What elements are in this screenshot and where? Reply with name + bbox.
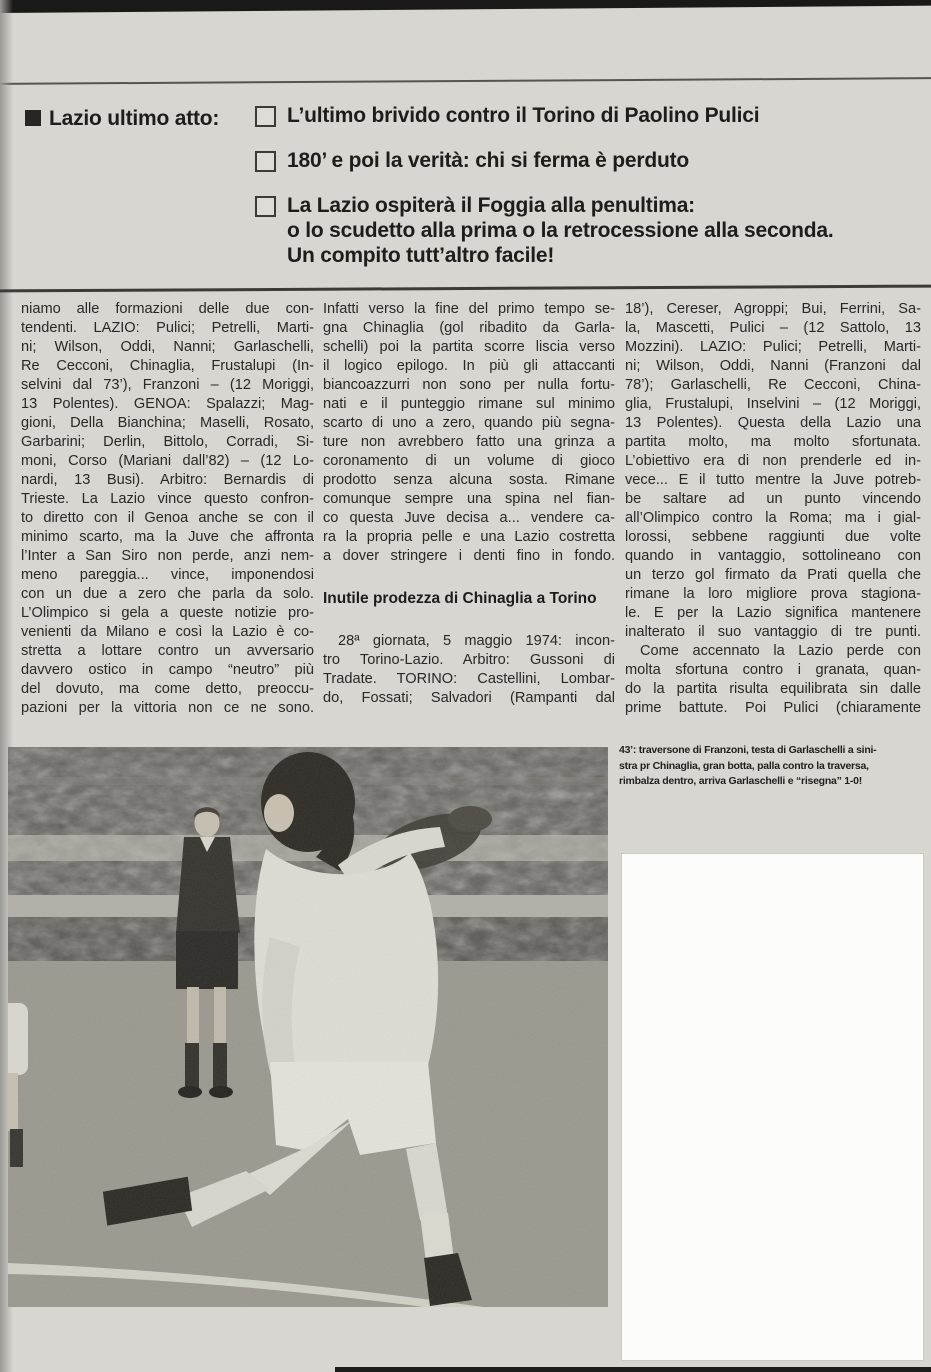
text-line: Trieste. La Lazio vince questo confron- bbox=[21, 491, 314, 507]
text-line: glia, Frustalupi, Inselvini – (12 Moriggi, bbox=[625, 396, 921, 412]
top-rule bbox=[0, 77, 931, 85]
text-line: lorossi, sebbene raggiunti due volte bbox=[625, 529, 921, 545]
text-line: gioni, Della Bianchina; Maselli, Rosato, bbox=[21, 415, 314, 431]
text-line: 13 Polentes). Questa della Lazio una bbox=[625, 415, 921, 431]
text-line: ra la propria pelle e una Lazio costretta bbox=[323, 529, 615, 545]
text-line: comunque sempre una spina nel fian- bbox=[323, 491, 615, 507]
text-line: be saltare ad un punto vincendo bbox=[625, 491, 921, 507]
text-line: co questa Juve decisa a... vendere ca- bbox=[323, 510, 615, 526]
text-line: minimo scarto, ma la Juve che affronta bbox=[21, 529, 314, 545]
text-line: schelli) poi la partita scorre liscia verso bbox=[323, 339, 615, 355]
photo-caption bbox=[619, 743, 925, 790]
headline-lead-row bbox=[25, 106, 219, 131]
text-line: ture non avrebbero fatto una grinza a bbox=[323, 434, 615, 450]
text-line: 78’); Garlaschelli, Re Cecconi, China- bbox=[625, 377, 921, 393]
match-photo-illustration bbox=[8, 747, 608, 1307]
text-line: Infatti verso la fine del primo tempo se- bbox=[323, 301, 615, 317]
text-line: L’obiettivo era di non prenderle ed in- bbox=[625, 453, 921, 469]
text-line: L’Olimpico si gela a queste notizie pro- bbox=[21, 605, 314, 621]
body-column-left bbox=[21, 300, 314, 718]
text-line: ni; Wilson, Oddi, Nanni (Franzoni dal bbox=[625, 358, 921, 374]
text-line: tro Torino-Lazio. Arbitro: Gussoni di bbox=[323, 652, 615, 668]
checkbox-square-icon bbox=[255, 151, 276, 172]
cap-line: 43’: traversone di Franzoni, testa di Garlaschelli a sini- bbox=[619, 744, 877, 756]
checkbox-square-icon bbox=[255, 196, 276, 217]
text-line: Come accennato la Lazio perde con bbox=[640, 643, 921, 659]
text-line: molta sfortuna contro i granata, quan- bbox=[625, 662, 921, 678]
text-line: nardi, 13 Busi). Arbitro: Bernardis di bbox=[21, 472, 314, 488]
text-line: l’Inter a San Siro non perde, anzi nem- bbox=[21, 548, 314, 564]
text-line: davvero ostico in campo “neutro” più bbox=[21, 662, 314, 678]
text-line: rimane la loro migliore prova stagiona- bbox=[625, 586, 921, 602]
text-line: tendenti. LAZIO: Pulici; Petrelli, Marti- bbox=[21, 320, 314, 336]
text-line: do la partita risulta equilibrata sin dalle bbox=[625, 681, 921, 697]
checkbox-square-icon bbox=[255, 106, 276, 127]
text-line: nati e il punteggio rimane sul minimo bbox=[323, 396, 615, 412]
text-line: le. E per la Lazio significa mantenere bbox=[625, 605, 921, 621]
headline-item-text bbox=[287, 148, 689, 173]
text-line: la, Mascetti, Pulici – (12 Sattolo, 13 bbox=[625, 320, 921, 336]
text-line: do, Fossati; Salvadori (Rampanti dal bbox=[323, 690, 615, 706]
headline-item-text bbox=[287, 103, 759, 128]
page-bottom-edge bbox=[335, 1367, 931, 1372]
body-column-middle bbox=[323, 300, 615, 708]
body-column-right bbox=[625, 300, 921, 718]
text-line: del dovuto, ma come detto, preoccu- bbox=[21, 681, 314, 697]
text-line: to diretto con il Genoa anche se con il bbox=[21, 510, 314, 526]
text-line: Mozzini). LAZIO: Pulici; Petrelli, Marti- bbox=[625, 339, 921, 355]
text-line: vece... E il tutto mentre la Juve potreb- bbox=[625, 472, 921, 488]
text-line: moni, Corso (Mariani dall’82) – (12 Lo- bbox=[21, 453, 314, 469]
text-line: stretta a lottare contro un avversario bbox=[21, 643, 314, 659]
text-line: venienti da Milano e così la Lazio è co- bbox=[21, 624, 314, 640]
cap-line: stra pr Chinaglia, gran botta, palla contro la traversa, bbox=[619, 759, 869, 772]
text-line: inalterato il suo vantaggio di tre punti. bbox=[625, 624, 921, 640]
match-photo bbox=[8, 747, 608, 1307]
text-line: 28ª giornata, 5 maggio 1974: incon- bbox=[338, 633, 615, 649]
hl-line: La Lazio ospiterà il Foggia alla penultima: bbox=[287, 194, 695, 217]
text-line: Garbarini; Derlin, Bittolo, Corradi, Si- bbox=[21, 434, 314, 450]
text-line: partita molto, ma molto sfortunata. bbox=[625, 434, 921, 450]
text-line: un terzo gol firmato da Prati quella che bbox=[625, 567, 921, 583]
hl-line: L’ultimo brivido contro il Torino di Paolino Pulici bbox=[287, 104, 760, 127]
text-line: Re Cecconi, Chinaglia, Frustalupi (In- bbox=[21, 358, 314, 374]
film-grain-overlay bbox=[8, 747, 608, 1307]
text-line: gna Chinaglia (gol ribadito da Garla- bbox=[323, 320, 615, 336]
filled-square-bullet bbox=[25, 110, 41, 126]
hl-line: o lo scudetto alla prima o la retrocessione alla seconda. bbox=[287, 219, 834, 242]
text-line: 18’), Cereser, Agroppi; Bui, Ferrini, Sa- bbox=[625, 301, 921, 317]
text-line: con un due a zero che parla da solo. bbox=[21, 586, 314, 602]
text-line: biancoazzurri non sono per nulla fortu- bbox=[323, 377, 615, 393]
text-line: prime battute. Poi Pulici (chiaramente bbox=[625, 700, 921, 716]
page-top-edge bbox=[0, 0, 931, 13]
headline-item-1 bbox=[255, 103, 759, 128]
text-line: Tradate. TORINO: Castellini, Lombar- bbox=[323, 671, 615, 687]
text-line: coronamento di un volume di gioco bbox=[323, 453, 615, 469]
text-line: 13 Polentes). GENOA: Spalazzi; Mag- bbox=[21, 396, 314, 412]
text-line: ni; Wilson, Oddi, Nanni; Garlaschelli, bbox=[21, 339, 314, 355]
text-line: niamo alle formazioni delle due con- bbox=[21, 301, 314, 317]
text-line: prodotto senza alcuna sosta. Rimane bbox=[323, 472, 615, 488]
text-line: il logico epilogo. In più gli attaccanti bbox=[323, 358, 615, 374]
headline-item-text bbox=[287, 193, 833, 268]
text-line: scarto di uno a zero, quando più segna- bbox=[323, 415, 615, 431]
text-line: a dover stringere i denti fino in fondo. bbox=[323, 548, 615, 564]
text-line: selvini dal 73’), Franzoni – (12 Moriggi, bbox=[21, 377, 314, 393]
columns-top-rule bbox=[0, 285, 931, 292]
text-line: meno pareggia... vince, imponendosi bbox=[21, 567, 314, 583]
blank-white-panel bbox=[622, 854, 923, 1360]
text-line: pazioni per la vittoria non ce ne sono. bbox=[21, 700, 314, 716]
column-subhead: Inutile prodezza di Chinaglia a Torino bbox=[323, 590, 597, 607]
headline-item-2 bbox=[255, 148, 689, 173]
text-line: quando in vantaggio, sottolineano con bbox=[625, 548, 921, 564]
hl-line: Un compito tutt’altro facile! bbox=[287, 244, 555, 267]
headline-lead: Lazio ultimo atto: bbox=[49, 107, 220, 130]
headline-item-3 bbox=[255, 193, 833, 268]
hl-line: 180’ e poi la verità: chi si ferma è perduto bbox=[287, 149, 690, 172]
text-line: all’Olimpico contro la Roma; ma i gial- bbox=[625, 510, 921, 526]
cap-line: rimbalza dentro, arriva Garlaschelli e “risegna” 1-0! bbox=[619, 775, 862, 787]
